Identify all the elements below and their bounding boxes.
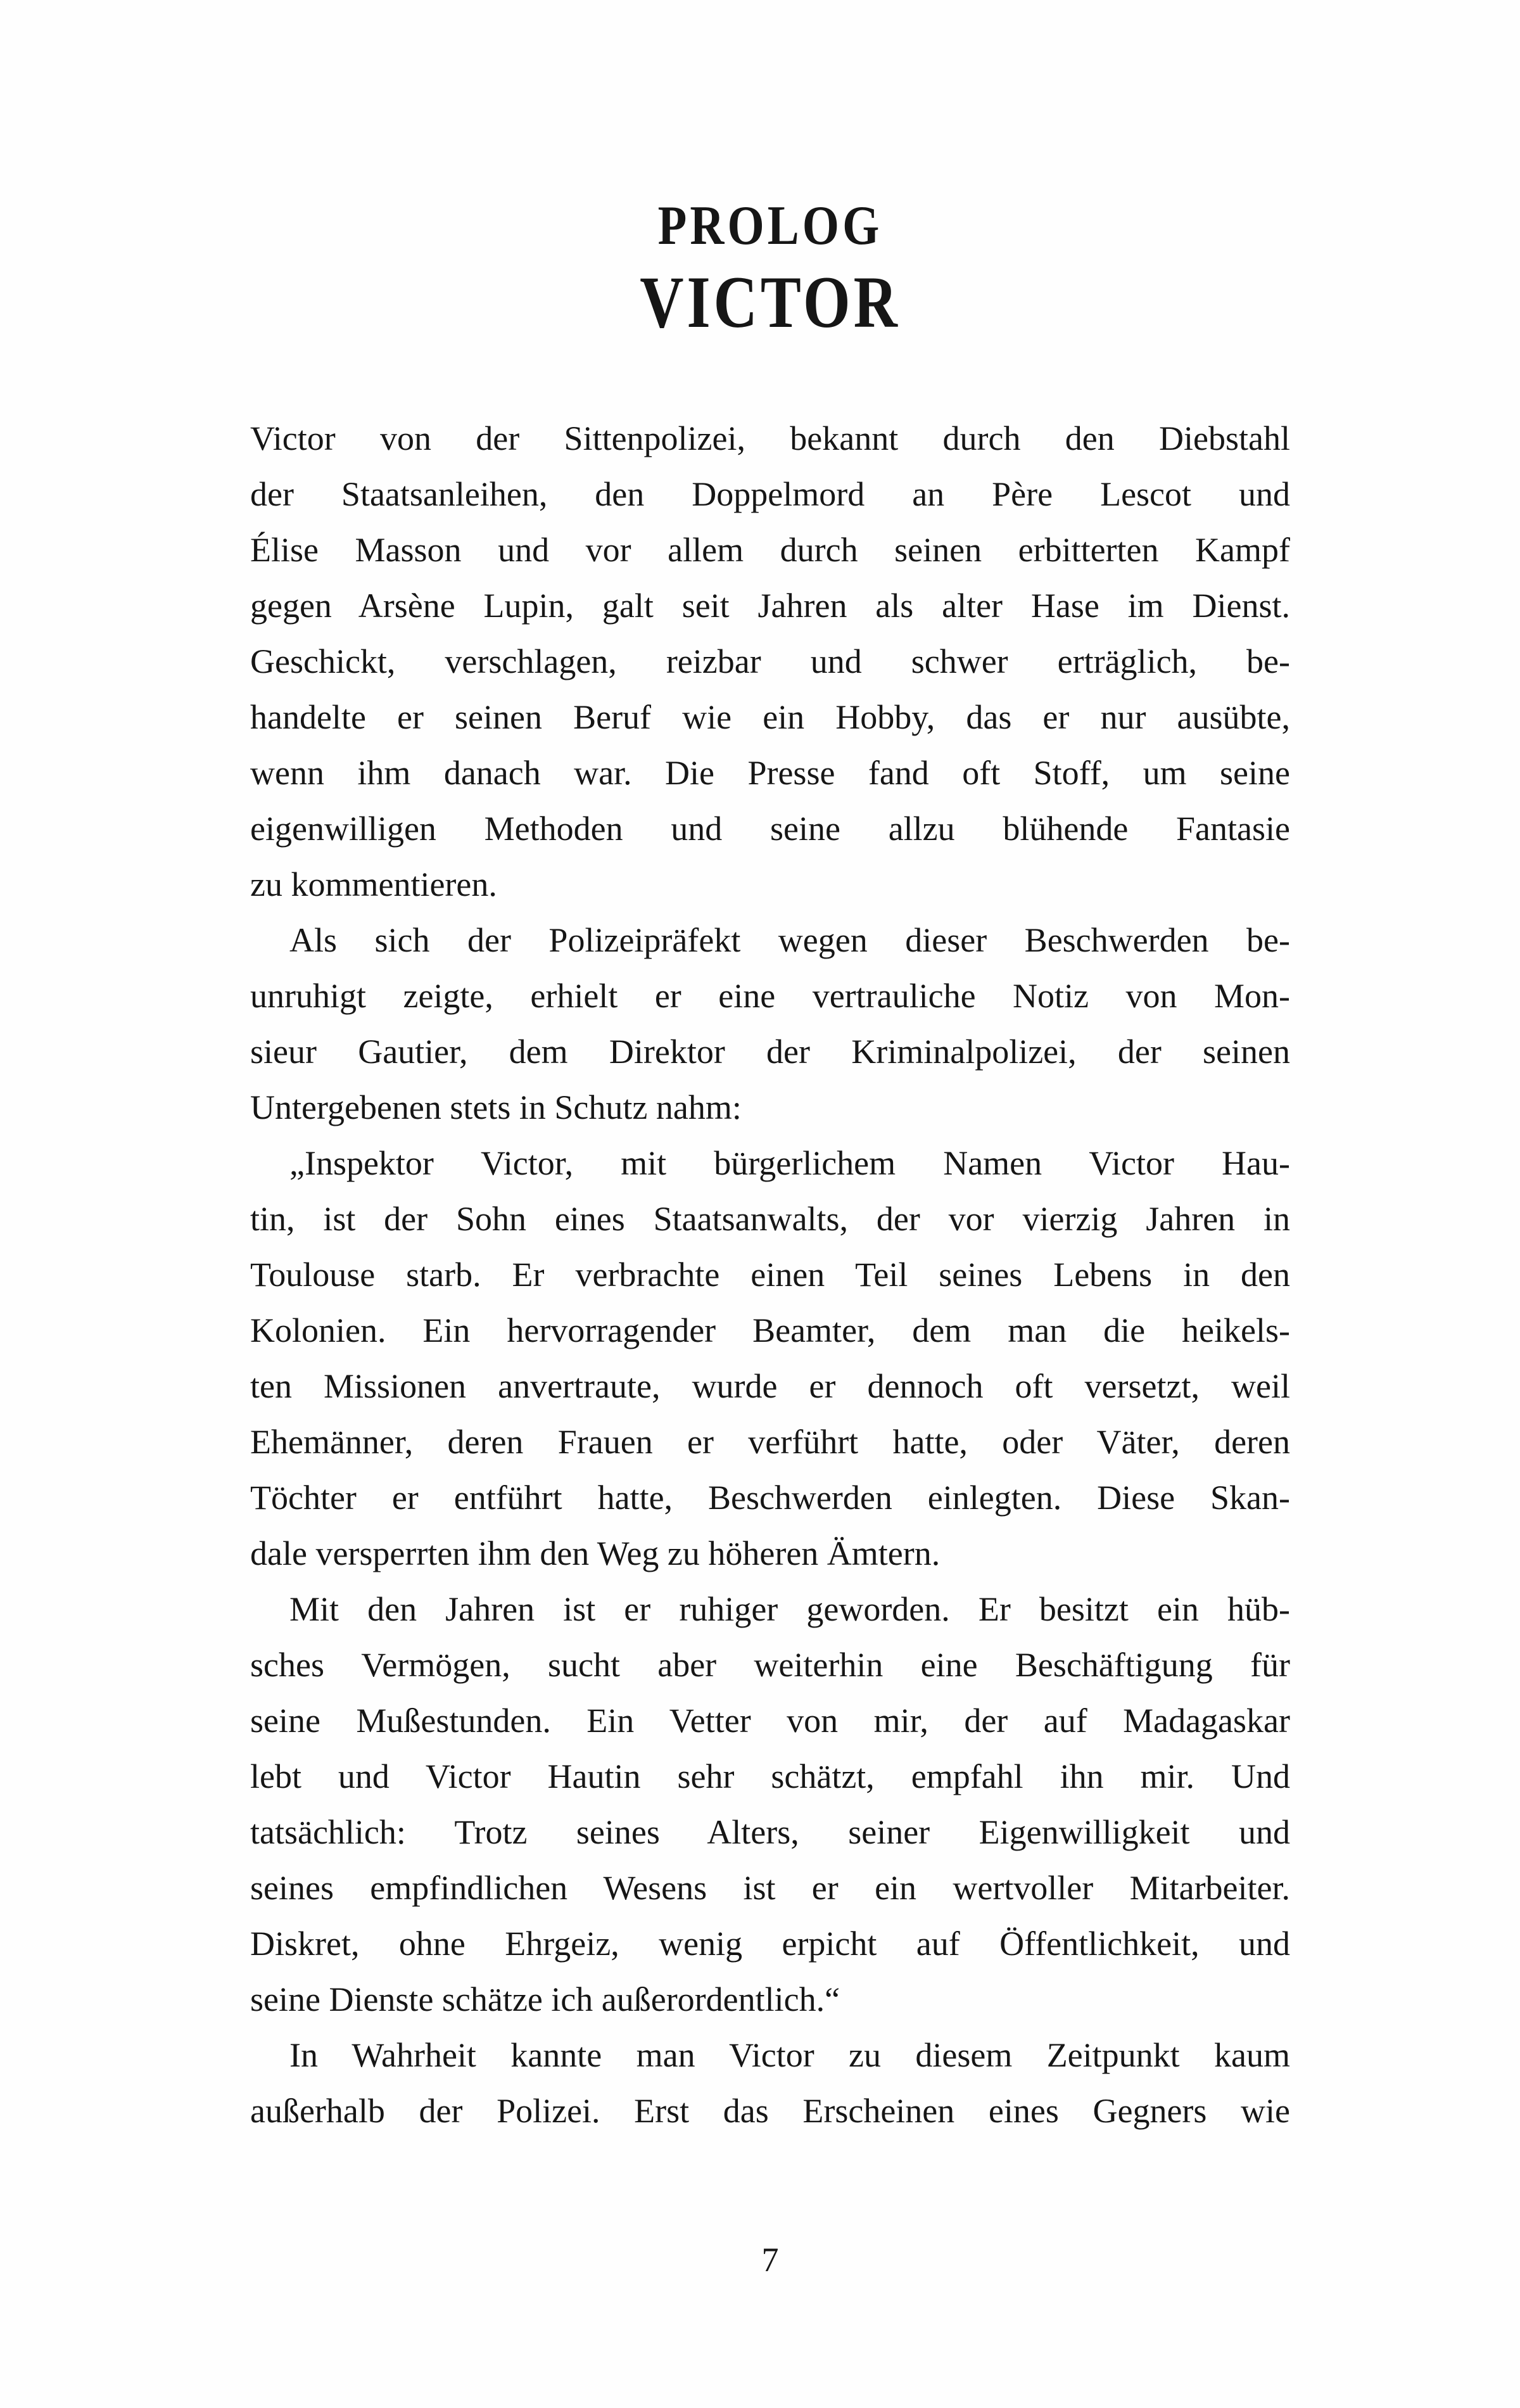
text-line: Untergebenen stets in Schutz nahm: (250, 1088, 742, 1126)
text-line: Toulouse starb. Er verbrachte einen Teil seines Lebens in den (250, 1256, 1290, 1294)
text-line: Mit den Jahren ist er ruhiger geworden. Er besitzt ein hüb- (289, 1590, 1290, 1628)
text-line: „Inspektor Victor, mit bürgerlichem Namen Victor Hau- (289, 1144, 1290, 1182)
text-line: Victor von der Sittenpolizei, bekannt durch den Diebstahl (250, 419, 1290, 457)
text-line: lebt und Victor Hautin sehr schätzt, empfahl ihn mir. Und (250, 1757, 1290, 1795)
text-line: seine Dienste schätze ich außerordentlich.“ (250, 1980, 840, 2018)
page-number: 7 (761, 2241, 779, 2279)
paragraph (250, 912, 1290, 1135)
text-line: tatsächlich: Trotz seines Alters, seiner Eigenwilligkeit und (250, 1813, 1290, 1851)
text-line: zu kommentieren. (250, 865, 497, 903)
body-text (250, 411, 1290, 2139)
text-line: seine Mußestunden. Ein Vetter von mir, der auf Madagaskar (250, 1702, 1290, 1740)
text-line: Geschickt, verschlagen, reizbar und schwer erträglich, be- (250, 642, 1290, 680)
text-line: der Staatsanleihen, den Doppelmord an Père Lescot und (250, 475, 1290, 513)
text-line: eigenwilligen Methoden und seine allzu blühende Fantasie (250, 810, 1290, 848)
chapter-title: VICTOR (640, 262, 901, 343)
text-line: handelte er seinen Beruf wie ein Hobby, das er nur ausübte, (250, 698, 1290, 736)
text-line: Diskret, ohne Ehrgeiz, wenig erpicht auf Öffentlichkeit, und (250, 1925, 1290, 1963)
text-line: sches Vermögen, sucht aber weiterhin eine Beschäftigung für (250, 1646, 1290, 1684)
text-line: wenn ihm danach war. Die Presse fand oft Stoff, um seine (250, 754, 1290, 792)
text-line: Élise Masson und vor allem durch seinen erbitterten Kampf (250, 531, 1290, 569)
text-line: unruhigt zeigte, erhielt er eine vertrauliche Notiz von Mon- (250, 977, 1290, 1015)
text-line: Töchter er entführt hatte, Beschwerden einlegten. Diese Skan- (250, 1479, 1290, 1517)
text-line: Ehemänner, deren Frauen er verführt hatte, oder Väter, deren (250, 1423, 1290, 1461)
paragraph (250, 1135, 1290, 1581)
text-line: seines empfindlichen Wesens ist er ein wertvoller Mitarbeiter. (250, 1869, 1290, 1907)
text-line: dale versperrten ihm den Weg zu höheren Ämtern. (250, 1534, 940, 1572)
text-line: sieur Gautier, dem Direktor der Kriminalpolizei, der seinen (250, 1033, 1290, 1071)
text-line: außerhalb der Polizei. Erst das Erscheinen eines Gegners wie (250, 2092, 1290, 2130)
text-line: ten Missionen anvertraute, wurde er dennoch oft versetzt, weil (250, 1367, 1290, 1405)
paragraph (250, 1581, 1290, 2027)
text-line: In Wahrheit kannte man Victor zu diesem Zeitpunkt kaum (289, 2036, 1290, 2074)
chapter-kicker: PROLOG (657, 195, 883, 257)
text-line: Als sich der Polizeipräfekt wegen dieser Beschwerden be- (289, 921, 1290, 959)
paragraph (250, 2027, 1290, 2139)
text-line: gegen Arsène Lupin, galt seit Jahren als alter Hase im Dienst. (250, 587, 1290, 625)
text-line: tin, ist der Sohn eines Staatsanwalts, der vor vierzig Jahren in (250, 1200, 1290, 1238)
text-line: Kolonien. Ein hervorragender Beamter, dem man die heikels- (250, 1311, 1290, 1349)
paragraph (250, 411, 1290, 912)
